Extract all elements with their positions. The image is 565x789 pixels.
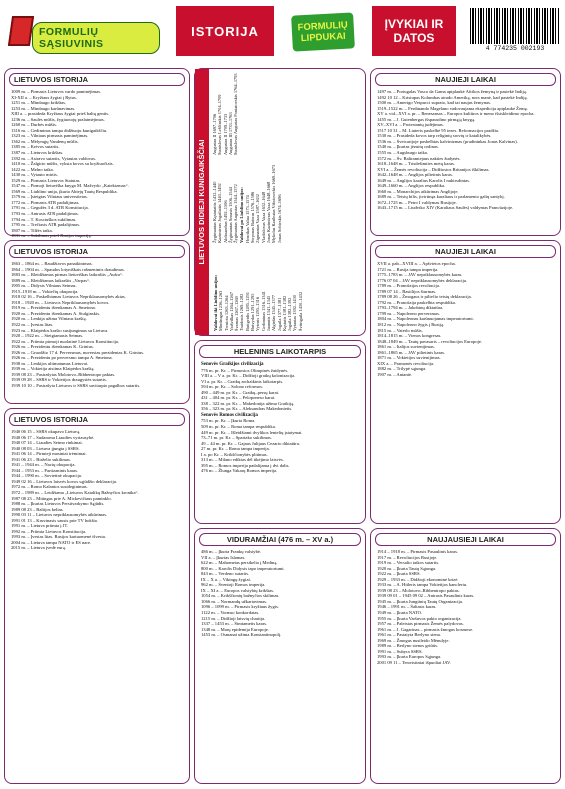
list-item: 1961 m. – Pastatyta Berlyno siena. <box>377 632 441 638</box>
list-item: 1530 m. – Prasideda kovos tarp religinių srovių ir katalikybės. <box>377 133 492 139</box>
list-item: 490 – 449 m. pr. Kr. – Graikų–persų karai. <box>201 389 280 395</box>
subheading-graikija: Senovės Graikijos civilizacija <box>201 362 264 367</box>
list-item: 1772 m. – Pirmasis ATR padalijimas. <box>11 199 80 205</box>
list-item: 1410 m. – Žalgirio mūšis, vyksta kovos su kryžiuočiais. <box>11 161 114 167</box>
list-item: 1422 m. – Melno taika. <box>11 166 54 172</box>
list-item: 1945 m. – Įkurta Jungtinių Tautų Organizacija. <box>377 598 464 604</box>
panel-title: HELENINIS LAIKOTARPIS <box>199 345 361 358</box>
list-item: 800 m. – Karolis Didysis tapo imperatoriumi. <box>201 565 285 571</box>
rulers-column-1 <box>212 247 362 331</box>
list-item: Jonas Sobieskis 1674–1696 <box>276 194 282 243</box>
list-item: 1871 m. – Vokietijos suvienijimas. <box>377 355 441 361</box>
list-item: 1323 m. – Vilniaus pirmasis paminėjimas. <box>11 133 89 139</box>
list-item: 1721 m. – Rusija tampa imperija. <box>377 266 439 272</box>
formuliu-sasiuvinis-logo <box>4 6 160 56</box>
list-item: 1939 09 01 – 1945 09 02 – Antrasis Pasaulinis karas. <box>377 593 475 599</box>
list-item: 1889 m. – Išleidžiamas laikraštis „Varpas“. <box>11 277 91 283</box>
list-item: 1939 08 23 – Molotovo–Ribbentropo paktas. <box>377 587 460 593</box>
header <box>0 0 565 64</box>
list-item: 1348 m. – Marų epidemija Europoje. <box>201 626 269 632</box>
list-item: 1260 m. – Durbės mūšis. <box>11 122 57 128</box>
list-item: 1643–1715 m. – Liudviko XIV (Karaliaus Saulės) valdymas Prancūzijoje. <box>377 205 514 211</box>
list-item: 962 m. – Šventoji Romos imperija. <box>201 582 266 588</box>
list-item: 1795 m. – Trečiasis ATR padalijimas. <box>11 222 81 228</box>
panel-title: LIETUVOS ISTORIJA <box>9 73 185 86</box>
panel-title: NAUJAUSIEJI LAIKAI <box>375 533 556 546</box>
list-item: Steponas Batoras 1576–1586 <box>250 191 256 243</box>
list-item: 1993 m. – Įkurta Europos Sąjunga. <box>377 654 442 660</box>
istorija-title: ISTORIJA <box>176 6 274 56</box>
list-item: Žygimantas Kęstutaitis 1432–1440 <box>212 181 217 243</box>
book-icon <box>8 16 34 46</box>
event-list <box>5 260 189 390</box>
list-item: 1939 09 28 – SSRS ir Vokietijos draugystės sutartis. <box>11 377 107 383</box>
list-item: 1941 06 23 – Birželio sukilimas. <box>11 456 71 462</box>
list-item: 1926 m. – Gruodžio 17 d. Perversmas, nuverstas prezidentas K. Grinius. <box>11 349 145 355</box>
list-item: 1497 m. – Portugalas Vasco da Gama apiplaukė Afrikos žemyną ir pasiekė Indiją. <box>377 89 527 94</box>
list-item: 338 – 322 m. pr. Kr. – Makedonija užima Graikiją. <box>201 400 295 406</box>
list-item: 1991 m. – Subyra SSRS. <box>377 648 423 654</box>
list-item: 1989 08 23 – Baltijos kelias. <box>11 506 64 512</box>
list-item: 1920 m. – Įkurta Tautų Sąjunga. <box>377 565 437 571</box>
subheading-roma: Senovės Romos civilizacija <box>201 412 258 418</box>
list-item: Treniota 1263–1264 <box>223 295 229 331</box>
list-item: Valdovai po Liublino unijos: <box>239 187 245 243</box>
list-item: Algirdas 1345–1377 <box>271 295 277 331</box>
list-item: XVII a. pab.–XVIII a. – Apšvietos epocha. <box>377 261 456 266</box>
panel-title: NAUJIEJI LAIKAI <box>375 245 556 258</box>
list-item: 27 m. pr. Kr. – Roma tampa imperija. <box>201 446 270 452</box>
list-item: 1848–1849 m. – Tautų pavasaris – revoliucijos Europoje. <box>377 338 483 344</box>
list-item: 1940 06 17 – Sudaroma Liaudies vyriausybė. <box>11 434 95 440</box>
list-item: Jogaila 1377–1381 <box>276 297 282 331</box>
list-item: 1920 m. – Prezidentu išrenkamas A. Stulginskis. <box>11 310 101 316</box>
list-item: XIX a. – Pramonės revoliucija. <box>377 360 435 366</box>
list-item: 1917 m. – Revoliucijos Rusijoje. <box>377 554 438 560</box>
list-item: Švitrigaila 1430–1432 <box>297 291 303 331</box>
logo-text: FORMULIŲ SĄSIUVINIS <box>32 22 160 54</box>
list-item: 1775–1783 m. – JAV nepriklausomybės karas. <box>377 272 463 278</box>
list-item: 1915–1918 m. – Vokiečių okupacija. <box>11 288 79 294</box>
list-item: 1815 m. – Vaterlo mūšis. <box>377 327 423 333</box>
list-item: 1991 01 13 – Kruvinasis sausis prie TV bokšto. <box>11 517 99 523</box>
list-item: 1122 m. – Vormso konkordatas. <box>201 610 260 616</box>
list-item: 1555 m. – Augsburgo taika. <box>377 150 428 156</box>
list-item: 431 – 404 m. pr. Kr. – Peloponeso karai. <box>201 395 276 401</box>
list-item: 1926 m. – Prezidentu po perversmo tampa A. Smetona. <box>11 355 113 361</box>
barcode <box>470 8 560 56</box>
panel-kunigaikstiai <box>194 68 366 336</box>
list-item: 395 m. – Romos imperija padalijama į dvi dalis. <box>201 462 290 468</box>
list-item: 1054 m. – Krikščionių bažnyčios skilimas. <box>201 593 280 599</box>
kunigaikstiai-title: LIETUVOS DIDIEJI KUNIGAIKŠČIAI <box>195 69 209 335</box>
list-item: Zigmantas Vaza 1587–1632 <box>255 194 261 243</box>
list-item: 1316 m. – Gediminas tampa didžiuoju kunigaikščiu. <box>11 127 108 133</box>
list-item: 1946 – 1991 m. – Šaltasis karas. <box>377 604 437 610</box>
barcode-number: 4 774235 002193 <box>485 45 545 52</box>
list-item: 1642–1648 m. – Anglijos pilietinis karas. <box>377 172 453 178</box>
list-item: Augustas II 1709–1733 <box>222 113 228 155</box>
list-item: Vladislovas Vaza 1632–1648 <box>260 191 266 243</box>
list-item: 1987 08 23 – Mitingas prie A. Mickevičiaus paminklo. <box>11 495 112 501</box>
list-item: 1793–1794 m. – Jakobinų diktatūra. <box>377 305 444 311</box>
list-item: 1385 m. – Krėvos sutartis. <box>11 144 60 150</box>
list-item: 1519–1522 m. – Ferdinando Magelano vadovaujama ekspedicija apiplaukė Žemę. <box>377 105 528 111</box>
list-item: 1989 m. – Berlyno sienos griūtis. <box>377 643 439 649</box>
list-item: 1529 m. – Pirmasis Lietuvos Statutas. <box>11 177 81 183</box>
list-item: Augustas II 1697–1706 <box>212 113 217 155</box>
list-item: I a. po Kr. – Krikščionybės plitimas. <box>201 451 268 457</box>
list-item: Stanislovas Leščinskis 1704–1709 <box>217 94 223 155</box>
list-item: 1572 m. – Šv. Baltramiejaus nakties žudynės. <box>377 155 461 161</box>
event-list <box>5 428 189 552</box>
list-item: 1455 m. – J. Gutenbergas išspausdino pirmąją knygą. <box>377 116 476 122</box>
list-item: 1940 08 03 – Lietuva įjungta į SSRS. <box>11 445 80 451</box>
list-item: 1831 m. – Sukilimas prieš Rusijos imperiją. <box>11 233 92 239</box>
list-item: 1919 m. – Versalio taikos sutartis. <box>377 560 440 566</box>
list-item: 1009 m. – Pirmasis Lietuvos vardo paminėjimas. <box>11 89 102 94</box>
block2-line2: DATOS <box>393 31 435 45</box>
event-list <box>371 88 560 212</box>
list-item: 1938 m. – Lenkijos ultimatumas Lietuvai. <box>11 360 89 366</box>
list-item: 1918 – 1920 m. – Lietuvos Nepriklausomybės kovos. <box>11 299 110 305</box>
list-item: Stanislovas Augustas Poniatovskis 1764–1795 <box>233 73 239 155</box>
list-item: 509 m. pr. Kr. – Roma tampa respublika. <box>201 424 276 430</box>
list-item: VIII a. – V a. pr. Kr. – Didžioji graikų kolonizacija. <box>201 373 296 379</box>
list-item: 1949 02 16 – Lietuvos laisvės kovos sąjūdžio deklaracija. <box>11 478 118 484</box>
list-item: 1863 – 1864 m. – Baudžiavos panaikinimas. <box>11 261 93 266</box>
list-item: 1251 m. – Mindaugo krikštas. <box>11 100 67 106</box>
list-item: 1922 m. – Įkurta SSRS. <box>377 571 421 577</box>
list-item: 1814–1815 m. – Vienos kongresas. <box>377 333 442 339</box>
list-item: 1991 m. – Lietuva priimta į JT. <box>11 523 69 529</box>
list-item: 1990 03 11 – Lietuvos nepriklausomybės atkūrimas. <box>11 512 108 518</box>
list-item: 1789 m. – Prancūzijos revoliucija. <box>377 283 441 289</box>
list-item: 1236 m. – Saulės mūšis, žygiuotojų pralaimėjimas. <box>11 116 105 122</box>
list-item: Jaunutis 1341–1345 <box>265 295 271 331</box>
list-item: 1861–1865 m. – JAV pilietinis karas. <box>377 349 446 355</box>
list-item: Kazimieras Jogailaitis 1440–1492 <box>217 183 223 243</box>
list-item: 1618–1648 m. – Trisdešimties metų karas. <box>377 161 455 167</box>
panel-naujieji-laikai-1 <box>370 68 561 236</box>
list-item: 1929 – 1933 m. – Didžioji ekonominė krizė. <box>377 576 459 582</box>
list-item: 1922 m. – Įvestas litas. <box>11 322 54 328</box>
event-list <box>5 88 189 245</box>
list-item: 1972 m. – Romo Kalantos susideginimas. <box>11 484 88 490</box>
list-item: 1992 m. – Priimta Lietuvos Konstitucija. <box>11 528 87 534</box>
list-item: Augustas III 1733–1763 <box>227 112 233 155</box>
list-item: 1066 m. – Normandų užkariavimas. <box>201 598 268 604</box>
list-item: 1517 10 31 – M. Liuteris paskelbė 95 tezes. Reformacijos pradžia. <box>377 127 500 133</box>
panel-naujausieji-laikai <box>370 528 561 784</box>
list-item: 1940 07 14 – Liaudies Seimo rinkimai. <box>11 440 83 446</box>
list-item: 1789 08 26 – Žmogaus ir piliečio teisių deklaracija. <box>377 294 472 300</box>
list-item: 1949 m. – Įkurta NATO. <box>377 610 423 616</box>
list-item: 1792 m. – Prancūzija paskelbta respublika. <box>377 299 456 305</box>
list-item: IX – XI a. – Europos valstybių krikštas. <box>201 587 275 593</box>
event-list <box>195 360 365 475</box>
panel-title: LIETUVOS ISTORIJA <box>9 413 185 426</box>
block2-line1: ĮVYKIAI IR <box>384 17 444 31</box>
list-item: Mykolas Kaributas Višnioveckis 1669–1673 <box>271 164 277 243</box>
list-item: 1096 – 1099 m. – Pirmasis kryžiaus žygis. <box>201 604 279 610</box>
list-item: Žygimantas Augustas 1544–1572 <box>233 184 239 243</box>
list-item: 1993 m. – Įvestas litas. Rusijos kariuomenė išvesta. <box>11 534 106 540</box>
list-item: 1918 02 16 – Paskelbiamas Lietuvos Nepriklausomybės aktas. <box>11 294 126 300</box>
rulers-column-2 <box>212 159 362 243</box>
panel-lietuvos-istorija-1 <box>4 68 190 239</box>
list-item: Gediminas 1316–1341 <box>260 291 266 331</box>
barcode-bars <box>470 8 560 44</box>
event-list <box>371 260 560 378</box>
list-item: Kęstutis 1381–1382 <box>281 295 287 331</box>
list-item: 1923 m. – Klaipėdos krašto susijungimas su Lietuva. <box>11 327 109 333</box>
list-item: 1672–1725 m. – Petro I valdymas Rusijoje. <box>377 199 457 205</box>
list-item: Butigeidis 1285–1291 <box>244 292 250 331</box>
list-item: 1920 – 1922 m. – Steigiamasis Seimas. <box>11 333 84 339</box>
list-item: 1215 m. – Didžioji laisvių chartija. <box>201 615 266 621</box>
list-item: XI-XII a. – Kryžiaus žygiai į Rytus. <box>11 94 77 100</box>
list-item: 753 m. pr. Kr. – Įkurta Roma. <box>201 418 256 424</box>
list-item: 1492 10 12 – Kristupas Kolumbas atrado Ameriką, nors manė, kad pasiekė Indiją. <box>377 94 528 100</box>
rulers-column-3 <box>212 71 362 155</box>
list-item: 1920 m. – Lenkija užima Vilniaus kraštą. <box>11 316 87 322</box>
panel-viduramziai <box>194 528 366 784</box>
list-item: 486 m. – Įkurta Frankų valstybė. <box>201 549 262 554</box>
list-item: 1939 m. – Vokietija atsiima Klaipėdos kraštą. <box>11 366 95 372</box>
list-item: Jonas Kazimieras Vaza 1648–1668 <box>265 181 271 243</box>
list-item: 776 m. pr. Kr. – Pirmosios Olimpinės žaidynės. <box>201 367 289 373</box>
list-item: 1793 m. – Antrasis ATR padalijimas. <box>11 211 79 217</box>
event-list <box>371 548 560 666</box>
formuliu-lipdukai-logo <box>288 6 358 56</box>
list-item: 1941 06 14 – Pirmieji masiniai trėmimai. <box>11 451 87 457</box>
list-item: 1957 m. – Paleistas pirmasis Žemės palydovas. <box>377 621 464 627</box>
list-item: 843 m. – Verdeno sutartis. <box>201 571 250 577</box>
list-item: 1882 m. – Trilypė sąjunga. <box>377 366 427 372</box>
list-item: VI a. pr. Kr. – Graikų archaikinis laikotarpis. <box>201 378 284 384</box>
list-item: 449 m. pr. Kr. – Išleidžiami dvylikos lentelių įstatymai. <box>201 429 303 435</box>
list-item: 1812 m. – Napoleono žygis į Rusiją. <box>377 322 445 328</box>
list-item: Švarnas 1267–1269 <box>234 296 240 331</box>
list-item: 1883 m. – Išleidžiamas pirmas lietuviškas laikraštis „Aušra“. <box>11 272 124 278</box>
list-item: IX – X a. – Vikingų žygiai. <box>201 576 251 582</box>
logo2-line1: FORMULIŲ <box>297 19 349 34</box>
list-item: 1944 – 1953 m. – Partizaninis karas. <box>11 467 79 473</box>
list-item: XV a. vid.–XVI a. pr. – Renesansas – Europos kultūros ir meno išsiskleidimo epocha. <box>377 111 535 117</box>
panel-naujieji-laikai-2 <box>370 240 561 524</box>
list-item: 1907 m. – Antantė. <box>377 371 413 377</box>
list-item: 1861 m. – Italijos suvienijimas. <box>377 344 435 350</box>
panel-lietuvos-istorija-3 <box>4 408 190 784</box>
list-item: 1536 m. – Šveicarijoje paskelbtas kalvinizmas (pradininkas Jonas Kalvinas). <box>377 138 518 144</box>
list-item: 1337 – 1453 m. – Šimtametis karas. <box>201 621 268 627</box>
list-item: 1972 – 1989 m. – Leidžiama „Lietuvos Katalikų Bažnyčios kronika“. <box>11 490 139 496</box>
list-item: Butvydas 1291–1295 <box>250 293 256 331</box>
panel-title: VIDURAMŽIAI (476 m. – XV a.) <box>199 533 361 546</box>
list-item: 1649 m. – Anglijos karalius Karolis I nukirsdintas. <box>377 177 471 183</box>
list-item: 1933 m. – A. Hitleris tampa Vokietijos kancleriu. <box>377 582 468 588</box>
list-item: 1794 m. – T. Kosciuškos sukilimas. <box>11 216 77 222</box>
list-item: 1944 – 1990 m. – Sovietinė okupacija. <box>11 473 82 479</box>
list-item: 1961 m. – J. Gagarinas – pirmasis žmogus kosmose. <box>377 626 474 632</box>
list-item: 1776 07 04 – JAV nepriklausomybės deklaracija. <box>377 277 468 283</box>
list-item: Valdovai iki Liublino unijos: <box>213 274 218 331</box>
list-item: VII a. – Įkurtas Islamas. <box>201 554 246 560</box>
list-item: 1864 – 1904 m. – Spaudos lotyniškais rašmenimis draudimas. <box>11 266 125 272</box>
list-item: 1919 m. – Prezidentu išrenkamas A. Smetona. <box>11 305 96 311</box>
list-item: 1941 – 1944 m. – Nacių okupacija. <box>11 462 76 468</box>
list-item: 1569 m. – Liublino unija, įkurta Abiejų Tautų Respublika. <box>11 188 118 194</box>
list-item: 1922 m. – Priimta pirmoji nuolatinė Lietuvos Konstitucija. <box>11 338 120 344</box>
list-item: Vytautas 1392–1430 <box>292 295 298 331</box>
list-item: 1500 m. – Amerigo Vespucci suprato, kad tai naujas žemynas. <box>377 100 491 106</box>
list-item: 1660 m. – Monarchijos atkūrimas Anglijoje. <box>377 188 459 194</box>
list-item: 49 – 44 m. pr. Kr. – Gajaus Julijaus Cezario diktatūra. <box>201 440 301 446</box>
list-item: 1430 m. – Vytauto mirtis. <box>11 172 58 178</box>
list-item: 1392 m. – Astravo sutartis, Vytautas valdovas. <box>11 155 97 161</box>
list-item: 2001 09 11 – Teroristiniai išpuoliai JAV. <box>377 659 451 665</box>
panel-lietuvos-istorija-2 <box>4 240 190 404</box>
list-item: 1362 m. – Mėlynųjų Vandenų mūšis. <box>11 138 79 144</box>
panel-title: LIETUVOS ISTORIJA <box>9 245 185 258</box>
list-item: Aleksandras 1492–1506 <box>222 200 228 243</box>
logo2-line2: LIPDUKAI <box>300 30 346 45</box>
list-item: XIII a. – prasideda Kryžiaus žygiai prieš baltų gentis. <box>11 111 110 117</box>
list-item: 1789 07 14 – Bastilijos šturmas. <box>377 288 437 294</box>
event-list <box>195 548 365 639</box>
list-item: 476 m. – Žlunga Vakarų Romos imperija. <box>201 468 278 474</box>
list-item: 1926 m. – Prezidentu išrenkamas K. Grinius. <box>11 344 94 350</box>
list-item: 73–71 m. pr. Kr. – Spartako sukilimas. <box>201 435 272 441</box>
list-item: 594 m. pr. Kr. – Solono reformos. <box>201 384 264 390</box>
panel-title: NAUJIEJI LAIKAI <box>375 73 556 86</box>
list-item: 1914 – 1918 m. – Pirmasis Pasaulinis karas. <box>377 549 459 554</box>
list-item: 1453 m. – Osmanai užima Konstantinopolį. <box>201 632 282 638</box>
list-item: Jogaila 1382–1392 <box>287 297 293 331</box>
list-item: 2004 m. – Lietuva tampa NATO ir ES nare. <box>11 539 92 545</box>
list-item: 622 m. – Mahometas persikelia į Mediną. <box>201 560 278 566</box>
list-item: 1939 08 23 – Pasirašytas Molotovo–Ribbentropo paktas. <box>11 371 116 377</box>
list-item: 356 – 323 m. pr. Kr. – Aleksandras Makedonietis. <box>201 406 293 412</box>
list-item: 1253 m. – Mindaugo karūnavimas. <box>11 105 76 111</box>
list-item: 1969 m. – Žmogus nusileido Mėnulyje. <box>377 637 450 643</box>
list-item: 1939 10 10 – Pasirašyta Lietuvos ir SSRS savitarpio pagalbos sutartis. <box>11 383 141 389</box>
list-item: Henrikas Valua 1573–1574 <box>244 195 250 243</box>
ivykiai-datos-title <box>372 6 456 56</box>
list-item: Vaišvilkas 1264–1267 <box>228 292 234 331</box>
panel-heleninis-laikotarpis <box>194 340 366 524</box>
list-item: 1649–1660 m. – Anglijos respublika. <box>377 183 446 189</box>
list-item: Žygimantas Senasis 1506–1544 <box>227 187 233 243</box>
list-item: 1807 m. – Tilžės taika. <box>11 227 53 233</box>
list-item: 1940 06 15 – SSRS okupavo Lietuvą. <box>11 429 81 434</box>
list-item: 1689 m. – Teisių bilis, įtvirtinęs karaliaus ir parlamento galių santykį. <box>377 194 505 200</box>
list-item: Traidenis 1269–1282 <box>239 293 245 331</box>
list-item: XV–XVI a. – Protestantų judėjimas. <box>377 122 444 128</box>
list-item: 1791 m. – Gegužės 3 d. ATR Konstitucija. <box>11 205 89 211</box>
list-item: 1579 m. – Įsteigtas Vilniaus universitetas. <box>11 194 88 200</box>
list-item: 1547 m. – Pirmoji lietuviška knyga M. Mažvydo „Katekizmas“. <box>11 183 129 189</box>
list-item: 1905 m. – Didysis Vilniaus Seimas. <box>11 283 77 289</box>
list-item: Mindaugas 1236–1263 <box>218 290 224 331</box>
list-item: 2015 m. – Lietuva įvedė eurą. <box>11 545 66 551</box>
list-item: 1799 m. – Napoleono perversmas. <box>377 310 441 316</box>
list-item: 1804 m. – Napoleonas karūnuojamas imperatoriumi. <box>377 316 474 322</box>
list-item: Vytenis 1295–1316 <box>255 296 261 331</box>
list-item: 1540 m. – Įkurtas jėzuitų ordinas. <box>377 144 439 150</box>
list-item: 1387 m. – Lietuvos krikštas. <box>11 150 64 156</box>
list-item: 1955 m. – Įkurta Varšuvos pakto organizacija. <box>377 615 462 621</box>
list-item: 313 m. – Milano ediktas dėl tikėjimo laisvės. <box>201 457 284 463</box>
list-item: 1988 m. – Įkurtas Lietuvos Persitvarkymo Sąjūdis. <box>11 501 105 507</box>
list-item: XVI a. – Žemės revoliucija – Didžiosios Britanijos iškilimas. <box>377 166 490 172</box>
